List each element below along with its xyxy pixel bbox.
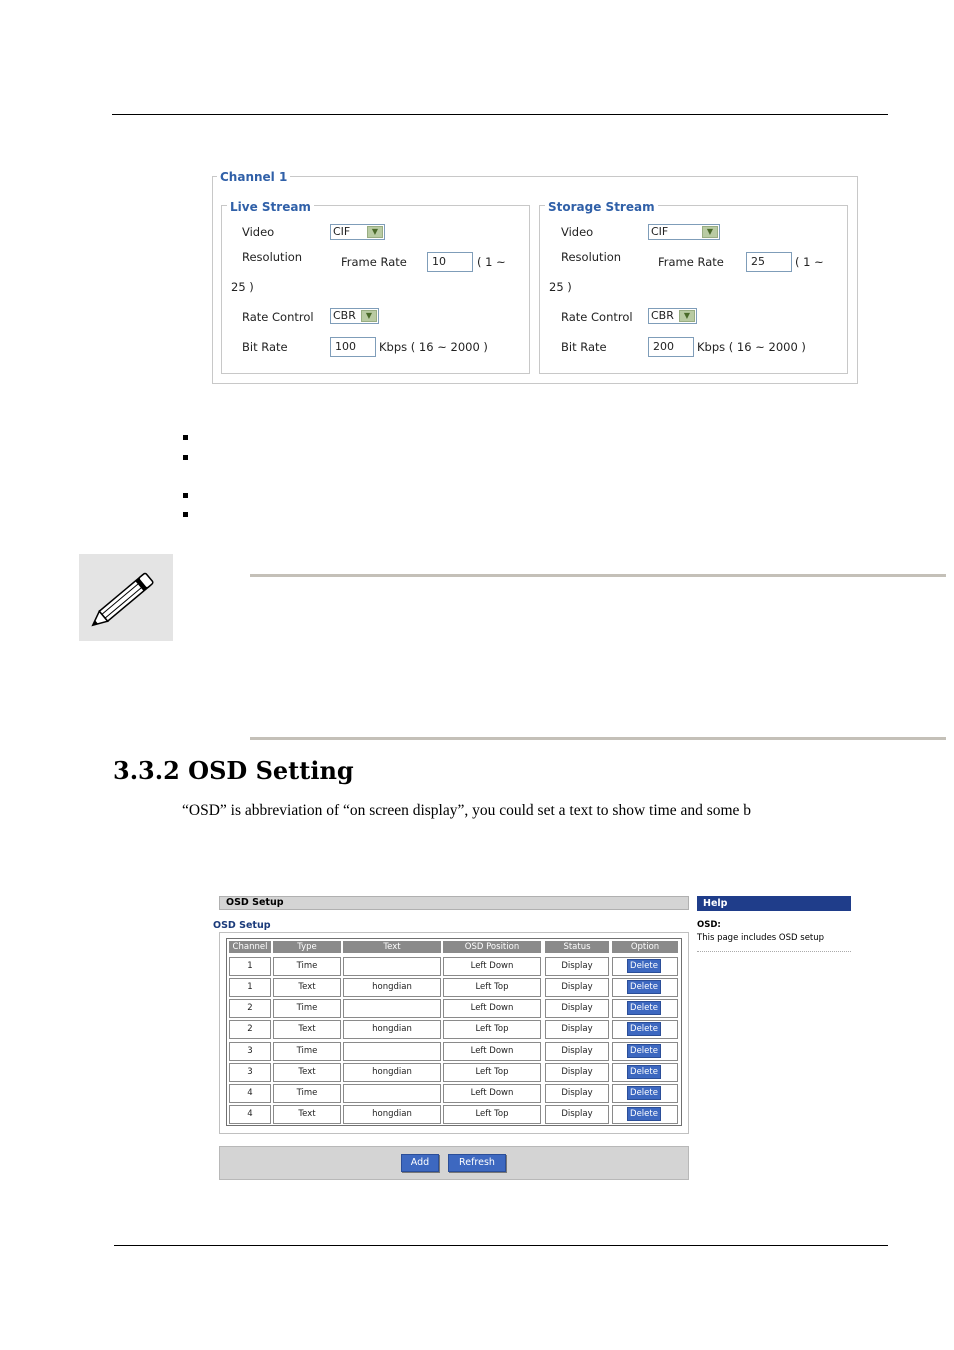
help-text: This page includes OSD setup: [697, 933, 825, 943]
bullet-marker: [183, 512, 188, 517]
storage-rate-control-value: CBR: [651, 309, 674, 322]
delete-button[interactable]: Delete: [627, 1107, 661, 1121]
chevron-down-icon: ▼: [367, 226, 383, 238]
footer-rule: [114, 1245, 888, 1246]
live-bit-rate-range: Kbps ( 16 ~ 2000 ): [379, 340, 488, 354]
table-cell-status: Display: [545, 1042, 609, 1061]
storage-video-label: Video: [561, 225, 594, 239]
table-cell-text: hongdian: [343, 1105, 441, 1124]
table-cell-position: Left Down: [443, 957, 541, 976]
column-header-text: Text: [343, 941, 441, 953]
table-cell-position: Left Top: [443, 1105, 541, 1124]
table-cell-channel: 2: [229, 999, 271, 1018]
storage-frame-rate-range-end: 25 ): [549, 280, 572, 294]
storage-video-select[interactable]: [648, 224, 720, 240]
table-cell-type: Text: [273, 1020, 341, 1039]
table-cell-type: Time: [273, 999, 341, 1018]
table-cell-type: Text: [273, 978, 341, 997]
live-bit-rate-input[interactable]: 100: [330, 337, 376, 357]
live-frame-rate-range: ( 1 ~: [477, 255, 506, 269]
table-cell-channel: 1: [229, 957, 271, 976]
delete-button[interactable]: Delete: [627, 1022, 661, 1036]
table-cell-position: Left Down: [443, 1084, 541, 1103]
osd-header: OSD Setup: [219, 896, 689, 910]
table-cell-position: Left Top: [443, 1063, 541, 1082]
delete-button[interactable]: Delete: [627, 980, 661, 994]
live-rate-control-select[interactable]: [330, 308, 379, 324]
note-pencil-icon: [79, 554, 173, 641]
add-button[interactable]: Add: [401, 1154, 439, 1172]
storage-bit-rate-input[interactable]: 200: [648, 337, 694, 357]
storage-bit-rate-label: Bit Rate: [561, 340, 607, 354]
table-cell-position: Left Top: [443, 1020, 541, 1039]
live-frame-rate-range-end: 25 ): [231, 280, 254, 294]
table-cell-position: Left Down: [443, 999, 541, 1018]
live-rate-control-label: Rate Control: [242, 310, 314, 324]
bullet-marker: [183, 435, 188, 440]
storage-resolution-label: Resolution: [561, 250, 622, 264]
table-cell-status: Display: [545, 999, 609, 1018]
storage-rate-control-select[interactable]: [648, 308, 697, 324]
live-frame-rate-label: Frame Rate: [341, 255, 407, 269]
table-cell-type: Text: [273, 1063, 341, 1082]
table-cell-text: hongdian: [343, 1063, 441, 1082]
channel-legend: Channel 1: [217, 170, 290, 184]
table-cell-text: hongdian: [343, 978, 441, 997]
chevron-down-icon: ▼: [361, 310, 377, 322]
table-cell-channel: 3: [229, 1063, 271, 1082]
live-video-label: Video: [242, 225, 275, 239]
help-divider: [697, 951, 851, 952]
live-stream-legend: Live Stream: [227, 200, 314, 214]
table-cell-type: Time: [273, 1042, 341, 1061]
table-cell-channel: 4: [229, 1105, 271, 1124]
table-cell-text: [343, 999, 441, 1018]
table-cell-status: Display: [545, 978, 609, 997]
note-top-rule: [250, 574, 946, 577]
live-rate-control-value: CBR: [333, 309, 356, 322]
live-video-select[interactable]: [330, 224, 385, 240]
help-key: OSD:: [697, 920, 721, 930]
table-cell-text: [343, 1042, 441, 1061]
table-cell-status: Display: [545, 1063, 609, 1082]
table-cell-status: Display: [545, 957, 609, 976]
section-heading: 3.3.2 OSD Setting: [113, 756, 354, 785]
table-cell-channel: 1: [229, 978, 271, 997]
delete-button[interactable]: Delete: [627, 1001, 661, 1015]
table-cell-text: [343, 957, 441, 976]
live-bit-rate-label: Bit Rate: [242, 340, 288, 354]
storage-frame-rate-range: ( 1 ~: [795, 255, 824, 269]
refresh-button[interactable]: Refresh: [448, 1154, 506, 1172]
table-cell-channel: 2: [229, 1020, 271, 1039]
storage-frame-rate-input[interactable]: 25: [746, 252, 792, 272]
table-cell-text: [343, 1084, 441, 1103]
osd-subheader: OSD Setup: [213, 920, 271, 931]
delete-button[interactable]: Delete: [627, 959, 661, 973]
live-video-value: CIF: [333, 225, 351, 238]
column-header-channel: Channel: [229, 941, 271, 953]
table-cell-status: Display: [545, 1084, 609, 1103]
table-cell-status: Display: [545, 1020, 609, 1039]
chevron-down-icon: ▼: [679, 310, 695, 322]
table-cell-type: Text: [273, 1105, 341, 1124]
delete-button[interactable]: Delete: [627, 1065, 661, 1079]
storage-frame-rate-label: Frame Rate: [658, 255, 724, 269]
table-cell-channel: 4: [229, 1084, 271, 1103]
table-cell-text: hongdian: [343, 1020, 441, 1039]
column-header-status: Status: [545, 941, 609, 953]
chevron-down-icon: ▼: [702, 226, 718, 238]
section-body: “OSD” is abbreviation of “on screen display”, you could set a text to show time and some b: [182, 802, 752, 819]
table-cell-channel: 3: [229, 1042, 271, 1061]
help-title: Help: [697, 896, 851, 911]
live-resolution-label: Resolution: [242, 250, 303, 264]
table-cell-position: Left Down: [443, 1042, 541, 1061]
delete-button[interactable]: Delete: [627, 1086, 661, 1100]
storage-bit-rate-range: Kbps ( 16 ~ 2000 ): [697, 340, 806, 354]
column-header-type: Type: [273, 941, 341, 953]
column-header-position: OSD Position: [443, 941, 541, 953]
delete-button[interactable]: Delete: [627, 1044, 661, 1058]
table-cell-status: Display: [545, 1105, 609, 1124]
table-cell-position: Left Top: [443, 978, 541, 997]
table-cell-type: Time: [273, 1084, 341, 1103]
storage-video-value: CIF: [651, 225, 669, 238]
header-rule: [112, 114, 888, 115]
table-cell-type: Time: [273, 957, 341, 976]
storage-rate-control-label: Rate Control: [561, 310, 633, 324]
storage-stream-legend: Storage Stream: [545, 200, 658, 214]
column-header-option: Option: [612, 941, 678, 953]
bullet-marker: [183, 493, 188, 498]
live-frame-rate-input[interactable]: 10: [427, 252, 473, 272]
bullet-marker: [183, 455, 188, 460]
note-bottom-rule: [250, 737, 946, 740]
